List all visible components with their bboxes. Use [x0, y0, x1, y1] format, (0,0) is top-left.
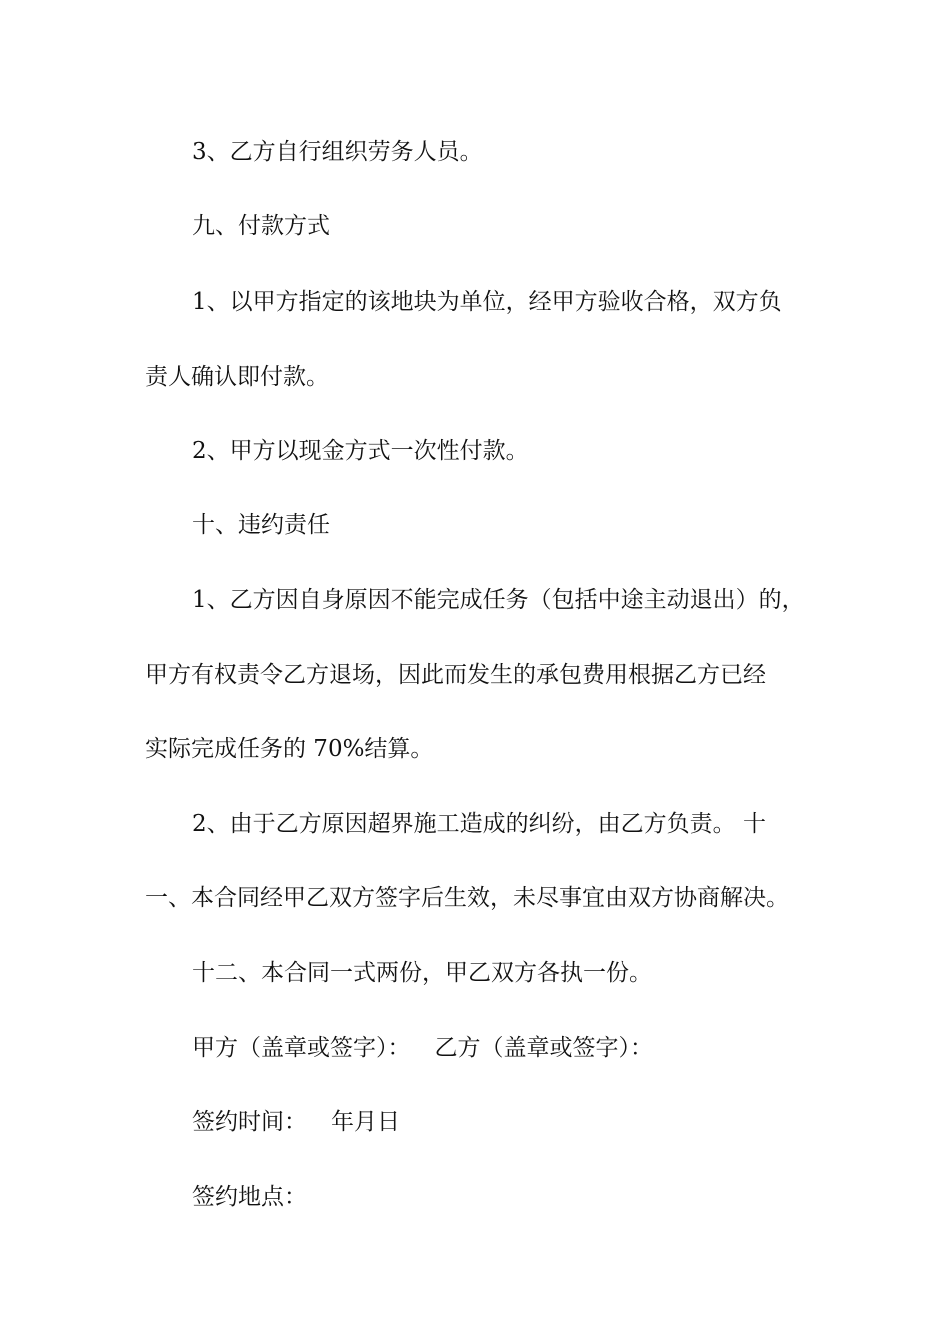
signing-date-value: 年月日	[331, 1109, 400, 1135]
section-heading-liability: 十、违约责任	[192, 512, 330, 538]
clause-line: 甲方有权责令乙方退场，因此而发生的承包费用根据乙方已经	[145, 662, 766, 688]
clause-line: 3、乙方自行组织劳务人员。	[192, 139, 483, 165]
signing-place-label: 签约地点：	[192, 1184, 307, 1210]
signing-place-row	[192, 1182, 862, 1212]
clause-line: 一、本合同经甲乙双方签字后生效，未尽事宜由双方协商解决。	[145, 885, 789, 911]
signature-parties-row	[192, 1033, 862, 1063]
party-a-signature-label: 甲方（盖章或签字）：	[192, 1035, 411, 1061]
clause-line: 1、以甲方指定的该地块为单位，经甲方验收合格，双方负	[192, 289, 782, 315]
clause-line: 实际完成任务的 70%结算。	[145, 736, 434, 762]
signing-date-label: 签约时间：	[192, 1109, 307, 1135]
signing-date-row	[192, 1107, 862, 1137]
clause-line: 2、甲方以现金方式一次性付款。	[192, 438, 529, 464]
section-heading-payment: 九、付款方式	[192, 213, 330, 239]
clause-line: 1、乙方因自身原因不能完成任务（包括中途主动退出）的，	[192, 587, 805, 613]
party-b-signature-label: 乙方（盖章或签字）：	[434, 1035, 653, 1061]
clause-line: 责人确认即付款。	[145, 364, 329, 390]
clause-line: 2、由于乙方原因超界施工造成的纠纷，由乙方负责。 十	[192, 811, 766, 837]
clause-line: 十二、本合同一式两份，甲乙双方各执一份。	[192, 960, 652, 986]
